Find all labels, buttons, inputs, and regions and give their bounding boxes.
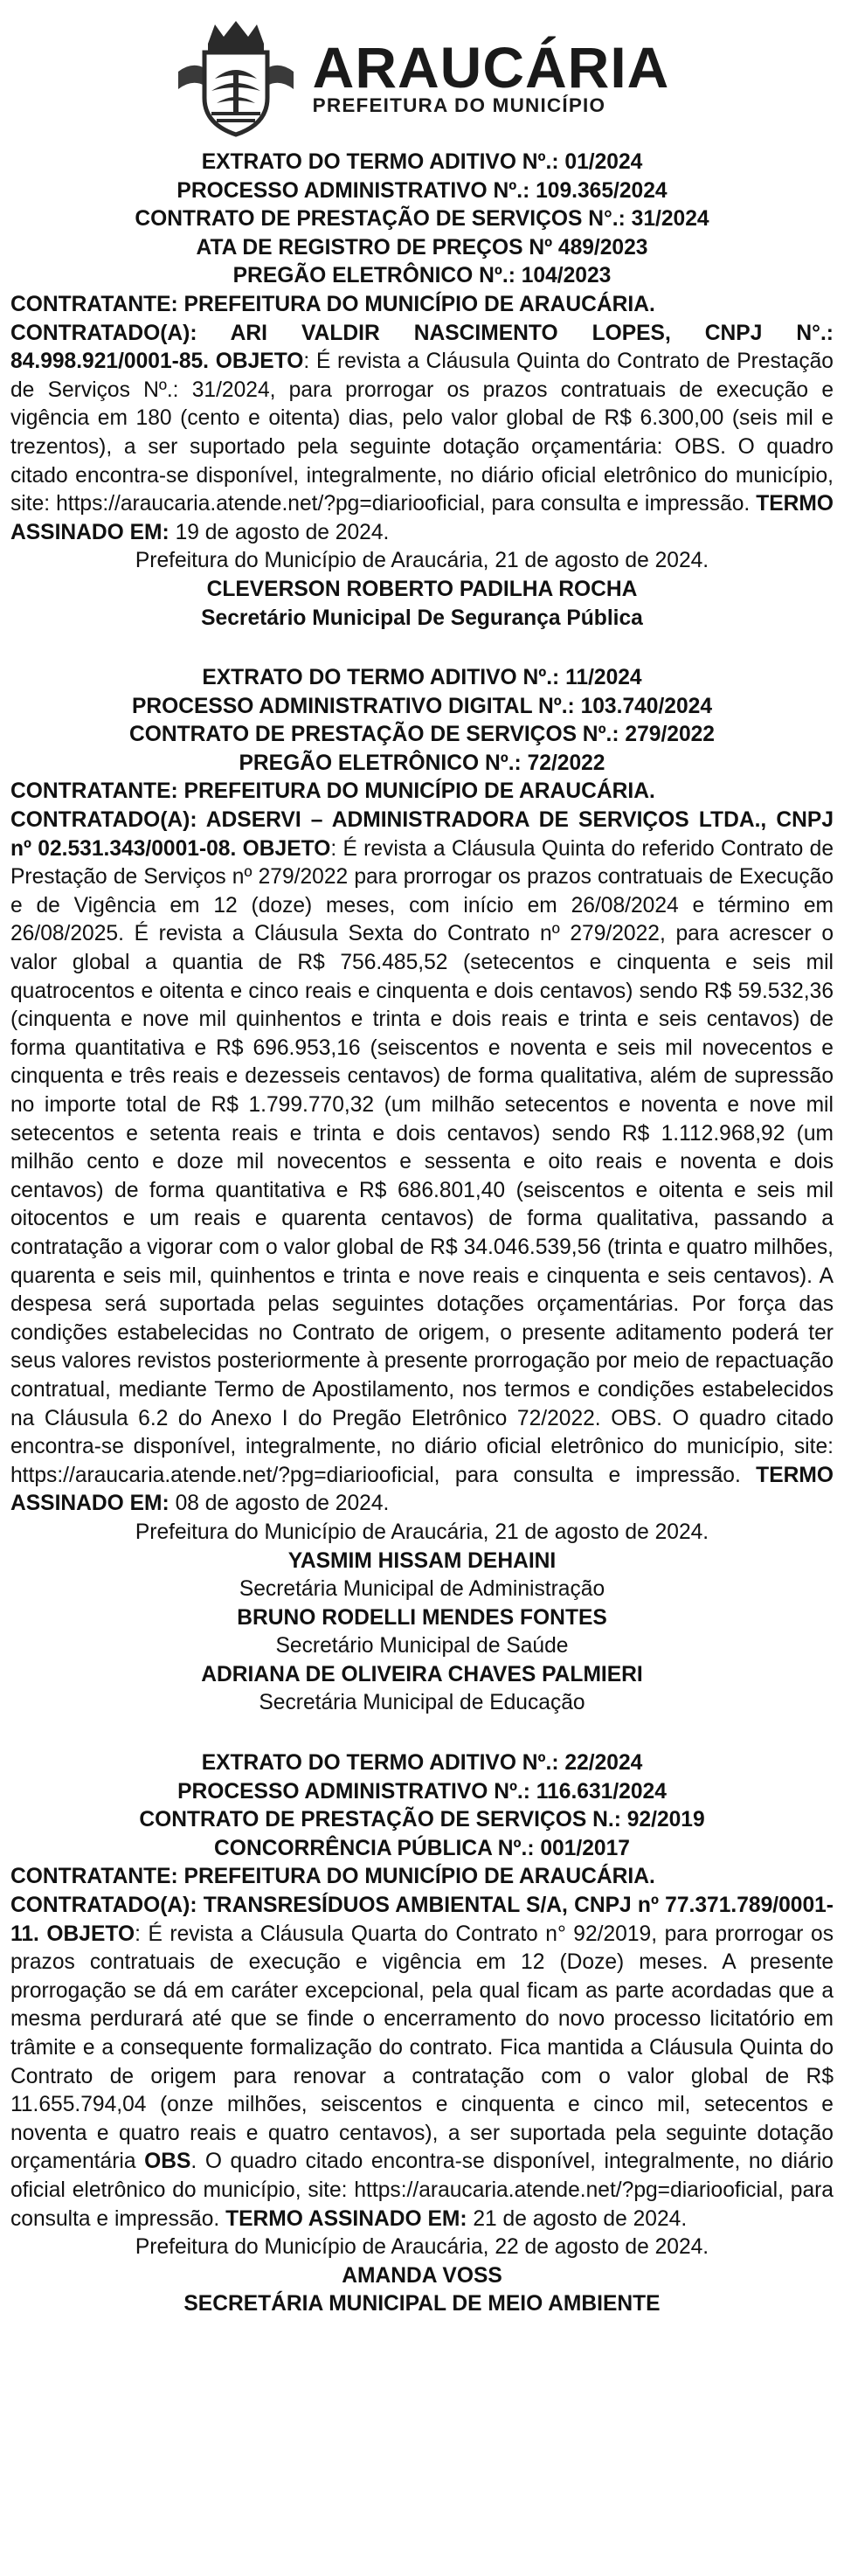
- extract-11-2024: [10, 664, 834, 1718]
- signed-label: TERMO ASSINADO EM:: [225, 2206, 467, 2231]
- contracted-party: CONTRATADO(A): ARI VALDIR NASCIMENTO LOPES, CNPJ N°.: 84.998.921/0001-85.: [10, 321, 834, 374]
- signatory-title: Secretário Municipal de Saúde: [275, 1634, 569, 1658]
- signatory-name: BRUNO RODELLI MENDES FONTES: [237, 1605, 607, 1630]
- body-text: : É revista a Cláusula Quinta do Contrato de Prestação de Serviços Nº.: 31/2024, para prorrogar os prazos contratuais de execução e vigência em 180 (cento e oitenta) dias, pelo valor global de R$ 6.300,00 (seis mil e trezentos), a ser suportado pela seguinte dotação orçamentária: OBS. O quadro citado encontra-se disponível, integralmente, no diário oficial eletrônico do município, site: https://araucaria.atende.net/?pg=diariooficial, para consulta e impressão.: [10, 350, 834, 516]
- signatory-title: Secretária Municipal de Educação: [259, 1691, 585, 1715]
- contracted-party: CONTRATADO(A): TRANSRESÍDUOS AMBIENTAL S/A, CNPJ nº 77.371.789/0001-11.: [10, 1894, 834, 1946]
- signatory-title: Secretário Municipal De Segurança Pública: [201, 606, 643, 630]
- contracting-party: CONTRATANTE: PREFEITURA DO MUNICÍPIO DE ARAUCÁRIA.: [10, 779, 655, 804]
- signatory-name: ADRIANA DE OLIVEIRA CHAVES PALMIERI: [201, 1662, 643, 1686]
- signed-label: TERMO ASSINADO EM:: [10, 1463, 834, 1516]
- price-registry: ATA DE REGISTRO DE PREÇOS Nº 489/2023: [196, 235, 648, 260]
- signed-date: 19 de agosto de 2024.: [169, 520, 390, 544]
- place-date: Prefeitura do Município de Araucária, 21 de agosto de 2024.: [135, 1520, 709, 1544]
- extract-22-2024: [10, 1749, 834, 2319]
- section-title: EXTRATO DO TERMO ADITIVO Nº.: 22/2024: [201, 1751, 643, 1776]
- section-body: [10, 320, 834, 548]
- place-date: Prefeitura do Município de Araucária, 21 de agosto de 2024.: [135, 549, 709, 573]
- body-text: : É revista a Cláusula Quinta do referido Contrato de Prestação de Serviços nº 279/2022 para prorrogar os prazos contratuais de Execução e de Vigência em 12 (doze) meses, com início em 26/08/2024 e término em 26/08/2025. É revista a Cláusula Sexta do Contrato nº 279/2022, para acrescer o valor global a quantia de R$ 756.485,52 (setecentos e cinquenta e seis mil quatrocentos e oitenta e cinco reais e cinquenta e dois centavos) sendo R$ 59.532,36 (cinquenta e nove mil quinhentos e trinta e dois reais e trinta e seis centavos) de forma quantitativa e R$ 696.953,16 (seiscentos e noventa e seis mil novecentos e cinquenta e três reais e dezesseis centavos) de forma qualitativa, além de supressão no importe total de R$ 1.799.770,32 (um milhão setecentos e noventa e nove mil setecentos e setenta reais e trinta e dois centavos) sendo R$ 1.112.968,92 (um milhão cento e doze mil novecentos e sessenta e oito reais e noventa e dois centavos) de forma quantitativa e R$ 686.801,40 (seiscentos e oitenta e seis mil oitocentos e um reais e quarenta centavos) de forma qualitativa, passando a contratação a vigorar com o valor global de R$ 34.046.539,56 (trinta e quatro milhões, quarenta e seis mil, quinhentos e trinta e nove reais e cinquenta e seis centavos). A despesa será suportada pelas seguintes dotações orçamentárias. Por força das condições estabelecidas no Contrato de origem, o presente aditamento poderá ter seus valores revistos posteriormente à presente prorrogação por meio de repactuação contratual, mediante Termo de Apostilamento, nos termos e condições estabelecidos na Cláusula 6.2 do Anexo I do Pregão Eletrônico 72/2022. OBS. O quadro citado encontra-se disponível, integralmente, no diário oficial eletrônico do município, site: https://araucaria.atende.net/?pg=diariooficial, para consulta e impressão.: [10, 836, 834, 1487]
- signed-date: 21 de agosto de 2024.: [467, 2206, 688, 2231]
- header: [10, 17, 834, 140]
- contracting-party: CONTRATANTE: PREFEITURA DO MUNICÍPIO DE ARAUCÁRIA.: [10, 292, 655, 316]
- signatory-name: CLEVERSON ROBERTO PADILHA ROCHA: [206, 577, 638, 601]
- signatory-title: SECRETÁRIA MUNICIPAL DE MEIO AMBIENTE: [183, 2292, 661, 2316]
- signatory-name: YASMIM HISSAM DEHAINI: [287, 1548, 557, 1573]
- contract-number: CONTRATO DE PRESTAÇÃO DE SERVIÇOS Nº.: 279/2022: [129, 723, 715, 747]
- process-number: PROCESSO ADMINISTRATIVO DIGITAL Nº.: 103.740/2024: [131, 694, 713, 718]
- auction-number: PREGÃO ELETRÔNICO Nº.: 72/2022: [239, 751, 605, 775]
- process-number: PROCESSO ADMINISTRATIVO Nº.: 109.365/2024: [176, 178, 668, 203]
- contract-number: CONTRATO DE PRESTAÇÃO DE SERVIÇOS N.: 92/2019: [139, 1808, 705, 1832]
- body-text: : É revista a Cláusula Quarta do Contrato n° 92/2019, para prorrogar os prazos contratuais de execução e vigência em 12 (Doze) meses. A presente prorrogação se dá em caráter excepcional, pela qual ficam as parte acordadas que a mesma perdurará até que se finde o encerramento do novo processo licitatório em trâmite e a consequente formalização do contrato. Fica mantida a Cláusula Quinta do Contrato de origem para renovar a contratação com o valor global de R$ 11.655.794,04 (onze milhões, seiscentos e cinquenta e cinco mil, setecentos e noventa e quatro reais e quatro centavos), a ser suportada pela seguinte dotação orçamentária: [10, 1922, 834, 2174]
- object-label: OBJETO: [215, 350, 304, 374]
- extract-01-2024: [10, 149, 834, 633]
- contracting-party: CONTRATANTE: PREFEITURA DO MUNICÍPIO DE ARAUCÁRIA.: [10, 1865, 655, 1889]
- contract-number: CONTRATO DE PRESTAÇÃO DE SERVIÇOS N°.: 31/2024: [135, 207, 709, 232]
- brand-name: ARAUCÁRIA: [312, 35, 670, 100]
- signed-date: 08 de agosto de 2024.: [169, 1492, 390, 1516]
- section-title: EXTRATO DO TERMO ADITIVO Nº.: 01/2024: [201, 150, 643, 174]
- signatory-title: Secretária Municipal de Administração: [239, 1577, 605, 1602]
- place-date: Prefeitura do Município de Araucária, 22 de agosto de 2024.: [135, 2235, 709, 2260]
- signatory-name: AMANDA VOSS: [342, 2263, 502, 2288]
- object-label: OBJETO: [242, 836, 331, 861]
- process-number: PROCESSO ADMINISTRATIVO Nº.: 116.631/2024: [177, 1779, 667, 1804]
- section-body: [10, 1892, 834, 2233]
- body-text-tail: . O quadro citado encontra-se disponível, integralmente, no diário oficial eletrônico do município, site: https://araucaria.atende.net/?pg=diariooficial, para consulta e impressão.: [10, 2150, 834, 2231]
- obs-label: OBS: [144, 2150, 191, 2174]
- section-title: EXTRATO DO TERMO ADITIVO Nº.: 11/2024: [202, 666, 642, 690]
- section-body: [10, 807, 834, 1519]
- coat-of-arms-icon: [175, 17, 297, 140]
- auction-number: PREGÃO ELETRÔNICO Nº.: 104/2023: [232, 264, 612, 288]
- signed-label: TERMO ASSINADO EM:: [10, 492, 834, 544]
- brand: [312, 35, 670, 117]
- bidding-number: CONCORRÊNCIA PÚBLICA Nº.: 001/2017: [214, 1836, 630, 1860]
- brand-subtitle: PREFEITURA DO MUNICÍPIO: [312, 94, 606, 116]
- contracted-party: CONTRATADO(A): ADSERVI – ADMINISTRADORA DE SERVIÇOS LTDA., CNPJ nº 02.531.343/0001-08.: [10, 808, 834, 861]
- object-label: OBJETO: [46, 1922, 135, 1946]
